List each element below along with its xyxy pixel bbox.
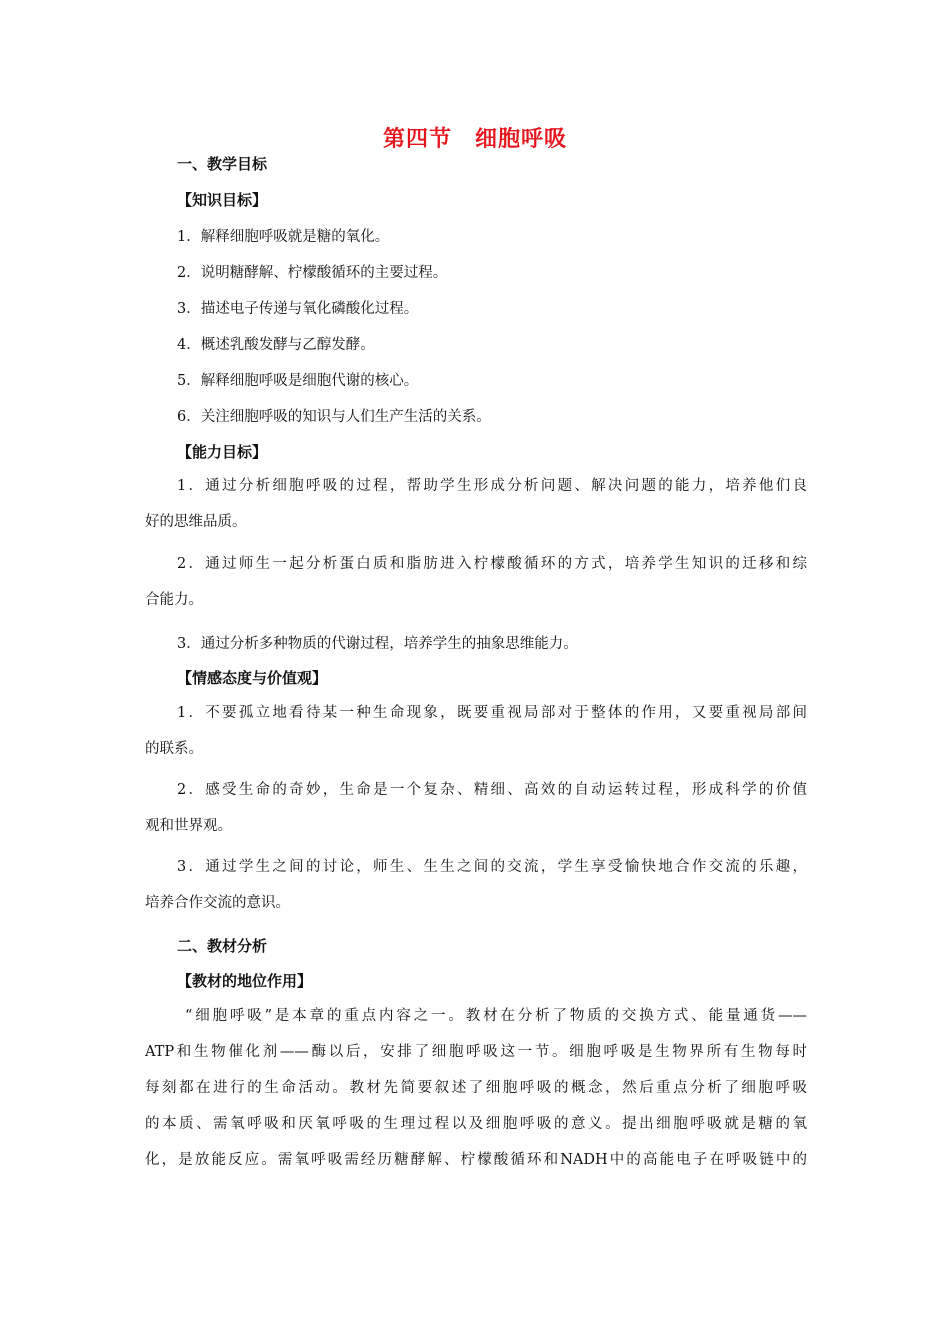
- section-heading-objectives: 一、教学目标: [177, 155, 268, 173]
- paragraph-line: 2．感受生命的奇妙，生命是一个复杂、精细、高效的自动运转过程，形成科学的价值: [177, 782, 807, 798]
- subheading-knowledge: 【知识目标】: [177, 191, 268, 209]
- paragraph-line: 观和世界观。: [145, 818, 232, 834]
- knowledge-item: 4．概述乳酸发酵与乙醇发酵。: [177, 337, 375, 353]
- paragraph-line: 3．通过学生之间的讨论，师生、生生之间的交流，学生享受愉快地合作交流的乐趣，: [177, 859, 807, 875]
- knowledge-item: 5．解释细胞呼吸是细胞代谢的核心。: [177, 373, 419, 389]
- emotion-paragraph-3: [145, 849, 807, 921]
- subheading-material-role: 【教材的地位作用】: [177, 972, 313, 990]
- paragraph-line: 每刻都在进行的生命活动。教材先简要叙述了细胞呼吸的概念，然后重点分析了细胞呼吸: [145, 1080, 807, 1096]
- page-title: 第四节 细胞呼吸: [382, 127, 567, 152]
- paragraph-line: ATP和生物催化剂——酶以后，安排了细胞呼吸这一节。细胞呼吸是生物界所有生物每时: [145, 1044, 807, 1060]
- knowledge-item: 2．说明糖酵解、柠檬酸循环的主要过程。: [177, 265, 448, 281]
- paragraph-line: 培养合作交流的意识。: [145, 895, 290, 911]
- material-role-paragraph: [145, 998, 807, 1178]
- paragraph-line: 合能力。: [145, 592, 203, 608]
- paragraph-line: 的本质、需氧呼吸和厌氧呼吸的生理过程以及细胞呼吸的意义。提出细胞呼吸就是糖的氧: [145, 1116, 807, 1132]
- subheading-ability: 【能力目标】: [177, 443, 268, 461]
- subheading-emotion: 【情感态度与价值观】: [177, 669, 328, 687]
- ability-paragraph-2: [145, 546, 807, 618]
- emotion-paragraph-2: [145, 772, 807, 844]
- knowledge-item: 3．描述电子传递与氧化磷酸化过程。: [177, 301, 419, 317]
- paragraph-line: “细胞呼吸”是本章的重点内容之一。教材在分析了物质的交换方式、能量通货——: [185, 1008, 807, 1024]
- knowledge-item: 1．解释细胞呼吸就是糖的氧化。: [177, 229, 390, 245]
- paragraph-line: 化，是放能反应。需氧呼吸需经历糖酵解、柠檬酸循环和NADH中的高能电子在呼吸链中的: [145, 1152, 807, 1168]
- section-heading-material-analysis: 二、教材分析: [177, 937, 268, 955]
- paragraph-line: 2．通过师生一起分析蛋白质和脂肪进入柠檬酸循环的方式，培养学生知识的迁移和综: [177, 556, 807, 572]
- paragraph-line: 1．通过分析细胞呼吸的过程，帮助学生形成分析问题、解决问题的能力，培养他们良: [177, 478, 807, 494]
- paragraph-line: 的联系。: [145, 741, 203, 757]
- ability-paragraph-1: [145, 468, 807, 540]
- ability-item-3: 3．通过分析多种物质的代谢过程，培养学生的抽象思维能力。: [177, 636, 578, 652]
- paragraph-line: 好的思维品质。: [145, 514, 247, 530]
- emotion-paragraph-1: [145, 695, 807, 767]
- knowledge-item: 6．关注细胞呼吸的知识与人们生产生活的关系。: [177, 409, 491, 425]
- paragraph-line: 1．不要孤立地看待某一种生命现象，既要重视局部对于整体的作用，又要重视局部间: [177, 705, 807, 721]
